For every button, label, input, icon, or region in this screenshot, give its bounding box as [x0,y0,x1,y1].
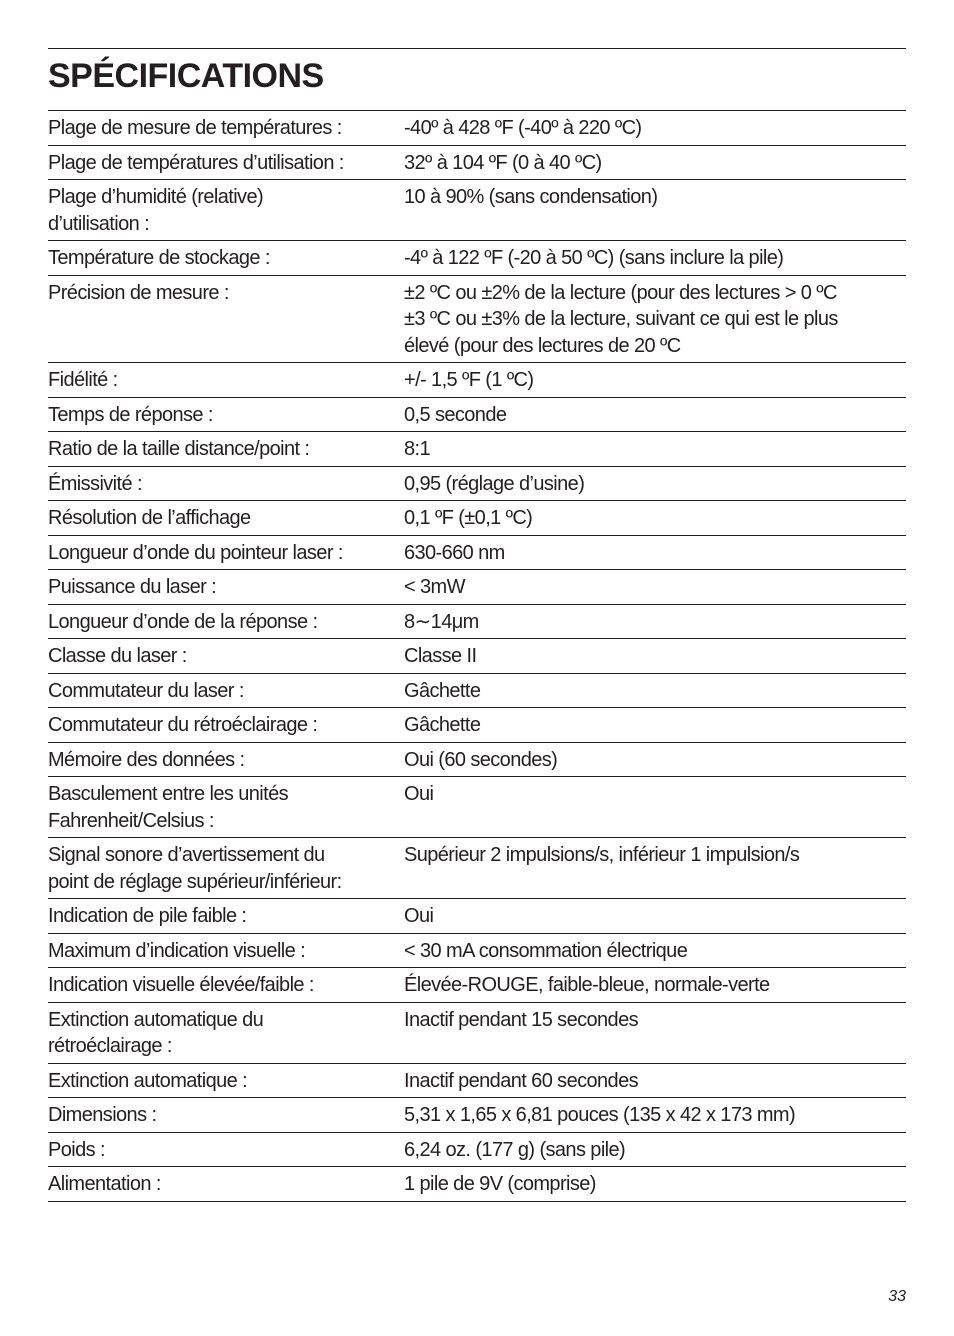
spec-row [48,838,906,899]
spec-label: Longueur d’onde de la réponse : [48,610,318,633]
top-rule [48,48,906,49]
spec-value: 8∼14μm [404,610,479,633]
spec-label: Précision de mesure : [48,281,229,304]
spec-row [48,1098,906,1133]
spec-value: 6,24 oz. (177 g) (sans pile) [404,1138,626,1161]
spec-label: Puissance du laser : [48,576,217,598]
spec-label: Plage d’humidité (relative) d’utilisation : [48,186,264,235]
spec-value: < 3mW [404,576,465,598]
spec-value: +/- 1,5 ºF (1 ºC) [404,369,534,391]
spec-row [48,605,906,640]
spec-row [48,708,906,743]
spec-label: Plage de températures d’utilisation : [48,151,344,174]
spec-row [48,241,906,276]
spec-label: Extinction automatique du rétroéclairage : [48,1008,264,1057]
spec-label: Temps de réponse : [48,403,213,426]
spec-row [48,111,906,146]
spec-row [48,899,906,934]
spec-row [48,276,906,364]
spec-row [48,501,906,536]
spec-row [48,467,906,502]
spec-row [48,674,906,709]
spec-row [48,536,906,571]
spec-row [48,968,906,1003]
spec-value: < 30 mA consommation électrique [404,939,688,962]
spec-value: 1 pile de 9V (comprise) [404,1173,596,1195]
spec-row [48,1003,906,1064]
spec-value: Inactif pendant 60 secondes [404,1069,638,1092]
spec-value: Gâchette [404,679,481,702]
spec-value: 32º à 104 ºF (0 à 40 ºC) [404,151,602,174]
spec-value: 10 à 90% (sans condensation) [404,186,658,208]
spec-label: Maximum d’indication visuelle : [48,939,306,962]
spec-row [48,570,906,605]
spec-label: Plage de mesure de températures : [48,117,342,139]
spec-label: Commutateur du laser : [48,679,244,702]
spec-label: Fidélité : [48,369,118,391]
document-page [48,48,906,1202]
spec-label: Longueur d’onde du pointeur laser : [48,541,343,564]
spec-label: Dimensions : [48,1104,157,1126]
spec-label: Indication visuelle élevée/faible : [48,974,314,996]
spec-value: ±2 ºC ou ±2% de la lecture (pour des lectures > 0 ºC ±3 ºC ou ±3% de la lecture, suivant ce qui est le plus élevé (pour des lectures de 20 ºC [404,281,838,357]
spec-label: Indication de pile faible : [48,905,247,927]
spec-value: Élevée-ROUGE, faible-bleue, normale-verte [404,974,770,996]
spec-value: Oui [404,905,434,927]
spec-value: -40º à 428 ºF (-40º à 220 ºC) [404,117,642,139]
spec-row [48,934,906,969]
spec-label: Signal sonore d’avertissement du point de réglage supérieur/inférieur: [48,844,342,893]
spec-value: Oui (60 secondes) [404,748,558,771]
spec-table [48,110,906,1202]
spec-value: 0,5 seconde [404,403,507,426]
spec-label: Résolution de l’affichage [48,507,251,529]
page-number: 33 [888,1288,906,1305]
spec-row [48,1167,906,1202]
spec-label: Classe du laser : [48,645,187,667]
spec-value: 0,1 ºF (±0,1 ºC) [404,507,533,529]
spec-row [48,180,906,241]
spec-value: Inactif pendant 15 secondes [404,1008,638,1031]
spec-label: Émissivité : [48,472,142,495]
spec-row [48,432,906,467]
spec-row [48,1064,906,1099]
spec-row [48,363,906,398]
spec-value: Gâchette [404,714,481,736]
spec-value: -4º à 122 ºF (-20 à 50 ºC) (sans inclure la pile) [404,247,784,269]
spec-label: Commutateur du rétroéclairage : [48,714,318,736]
spec-row [48,398,906,433]
page-title: SPÉCIFICATIONS [48,57,324,95]
spec-row [48,146,906,181]
spec-value: Classe II [404,645,477,667]
spec-label: Basculement entre les unités Fahrenheit/Celsius : [48,783,289,832]
spec-label: Extinction automatique : [48,1069,248,1092]
spec-value: 630-660 nm [404,541,505,564]
spec-label: Poids : [48,1138,105,1161]
spec-label: Température de stockage : [48,247,270,269]
spec-label: Alimentation : [48,1173,161,1195]
spec-value: 0,95 (réglage d’usine) [404,472,585,495]
spec-value: 8:1 [404,438,431,460]
spec-row [48,1133,906,1168]
spec-value: Supérieur 2 impulsions/s, inférieur 1 impulsion/s [404,844,800,866]
spec-row [48,743,906,778]
spec-label: Mémoire des données : [48,748,245,771]
spec-value: 5,31 x 1,65 x 6,81 pouces (135 x 42 x 173 mm) [404,1104,796,1126]
spec-row [48,777,906,838]
spec-row [48,639,906,674]
spec-label: Ratio de la taille distance/point : [48,438,310,460]
spec-value: Oui [404,783,434,805]
